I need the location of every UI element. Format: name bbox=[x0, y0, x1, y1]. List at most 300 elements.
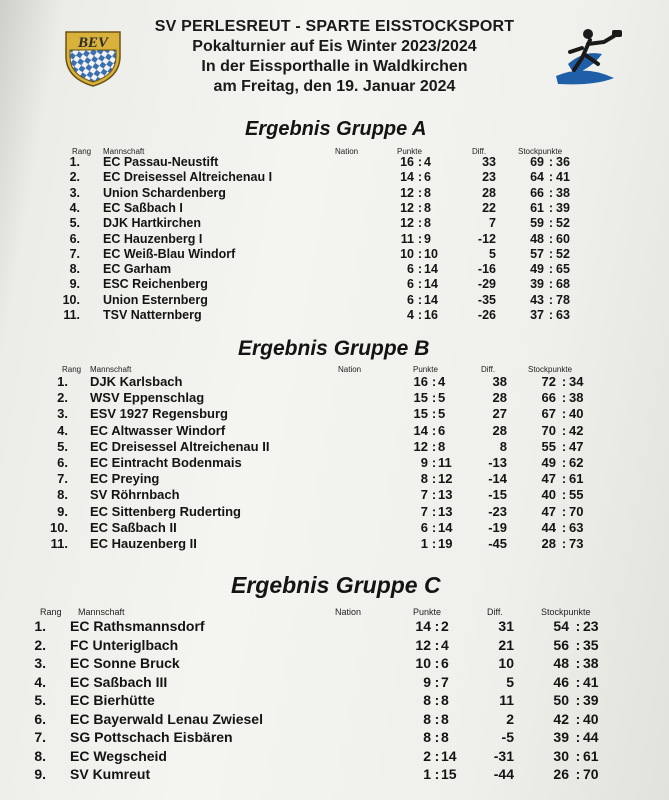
column-header-diff: Diff. bbox=[472, 147, 487, 156]
difference-cell: 33 bbox=[482, 155, 496, 169]
column-header-punkte: Punkte bbox=[413, 365, 438, 374]
stockpoints-separator: : bbox=[561, 390, 567, 406]
stockpoints-for-cell: 66 bbox=[541, 390, 556, 406]
svg-text:BEV: BEV bbox=[77, 35, 109, 51]
group-title: Ergebnis Gruppe B bbox=[238, 337, 430, 360]
stockpoints-separator: : bbox=[575, 655, 581, 671]
points-against-cell: 14 bbox=[441, 747, 457, 764]
stockpoints-against-cell: 78 bbox=[556, 292, 570, 307]
table-row bbox=[0, 471, 669, 487]
stockpoints-against-cell: 52 bbox=[556, 216, 570, 231]
stockpoints-for-cell: 55 bbox=[541, 438, 556, 454]
stockpoints-for-cell: 49 bbox=[541, 455, 556, 470]
table-row bbox=[0, 423, 669, 439]
table-row bbox=[0, 637, 669, 653]
stockpoints-separator: : bbox=[561, 438, 567, 454]
difference-cell: 28 bbox=[492, 390, 507, 406]
stockpoints-separator: : bbox=[575, 766, 581, 782]
team-name-cell: WSV Eppenschlag bbox=[90, 390, 205, 406]
stockpoints-for-cell: 37 bbox=[530, 308, 544, 322]
club-title: SV PERLESREUT - SPARTE EISSTOCKSPORT bbox=[154, 18, 515, 35]
points-separator: : bbox=[417, 246, 423, 261]
rank-cell: 5. bbox=[57, 438, 68, 454]
points-against-cell: 12 bbox=[438, 471, 453, 487]
stockpoints-against-cell: 63 bbox=[569, 519, 584, 535]
rank-cell: 8. bbox=[57, 487, 68, 503]
points-against-cell: 10 bbox=[424, 246, 438, 261]
rank-cell: 2. bbox=[69, 170, 80, 185]
table-row bbox=[0, 406, 669, 422]
points-separator: : bbox=[431, 487, 437, 503]
table-row bbox=[0, 711, 669, 727]
points-against-cell: 14 bbox=[424, 277, 438, 292]
difference-cell: 10 bbox=[498, 655, 514, 671]
difference-cell: 7 bbox=[489, 216, 496, 231]
table-row bbox=[0, 692, 669, 708]
stockpoints-for-cell: 64 bbox=[530, 170, 544, 185]
column-header-punkte: Punkte bbox=[413, 607, 442, 617]
column-header-diff: Diff. bbox=[481, 365, 496, 374]
points-separator: : bbox=[431, 422, 437, 438]
stockpoints-separator: : bbox=[561, 455, 567, 470]
stockpoints-separator: : bbox=[548, 170, 554, 185]
points-separator: : bbox=[434, 710, 440, 727]
stockpoints-against-cell: 23 bbox=[583, 618, 599, 634]
rank-cell: 10. bbox=[50, 519, 69, 535]
difference-cell: -15 bbox=[488, 487, 507, 503]
points-separator: : bbox=[417, 216, 423, 231]
table-row bbox=[0, 536, 669, 552]
stockpoints-separator: : bbox=[575, 692, 581, 708]
stockpoints-against-cell: 39 bbox=[556, 200, 570, 215]
team-name-cell: SV Kumreut bbox=[70, 766, 151, 782]
points-separator: : bbox=[431, 503, 437, 519]
stockpoints-for-cell: 50 bbox=[553, 692, 569, 708]
table-row bbox=[0, 766, 669, 782]
stockpoints-for-cell: 57 bbox=[530, 246, 544, 261]
rank-cell: 9. bbox=[34, 766, 46, 782]
difference-cell: 11 bbox=[499, 692, 514, 708]
table-row bbox=[0, 390, 669, 406]
rank-cell: 3. bbox=[57, 406, 68, 422]
column-header-nation: Nation bbox=[335, 147, 359, 156]
points-against-cell: 9 bbox=[424, 231, 431, 246]
rank-cell: 1. bbox=[69, 155, 80, 169]
column-header-rang: Rang bbox=[40, 607, 62, 617]
points-for-cell: 16 bbox=[400, 155, 414, 169]
difference-cell: -14 bbox=[488, 471, 507, 487]
stockpoints-separator: : bbox=[561, 519, 567, 535]
table-row bbox=[0, 729, 669, 745]
points-against-cell: 2 bbox=[441, 618, 449, 634]
points-against-cell: 8 bbox=[441, 692, 449, 708]
points-against-cell: 14 bbox=[424, 292, 438, 307]
points-for-cell: 1 bbox=[423, 766, 431, 782]
stockpoints-separator: : bbox=[561, 503, 567, 519]
table-row bbox=[0, 618, 669, 634]
team-name-cell: EC Hauzenberg I bbox=[103, 231, 203, 246]
group-title: Ergebnis Gruppe C bbox=[231, 572, 441, 598]
difference-cell: -29 bbox=[477, 277, 496, 292]
points-separator: : bbox=[417, 185, 423, 200]
points-for-cell: 12 bbox=[400, 185, 414, 200]
team-name-cell: Union Schardenberg bbox=[103, 185, 226, 200]
team-name-cell: EC Saßbach II bbox=[90, 519, 177, 535]
team-name-cell: ESV 1927 Regensburg bbox=[90, 406, 228, 422]
stockpoints-separator: : bbox=[575, 673, 581, 690]
stockpoints-against-cell: 41 bbox=[583, 673, 599, 690]
rank-cell: 2. bbox=[34, 636, 46, 653]
stockpoints-for-cell: 44 bbox=[541, 519, 556, 535]
difference-cell: 28 bbox=[482, 185, 496, 200]
team-name-cell: EC Dreisessel Altreichenau I bbox=[103, 170, 273, 185]
stockpoints-against-cell: 73 bbox=[569, 536, 584, 551]
column-header-stockpunkte: Stockpunkte bbox=[518, 147, 563, 156]
points-separator: : bbox=[417, 292, 423, 307]
rank-cell: 11. bbox=[50, 536, 68, 551]
column-header-punkte: Punkte bbox=[397, 147, 422, 156]
points-for-cell: 12 bbox=[400, 200, 414, 215]
team-name-cell: ESC Reichenberg bbox=[103, 277, 208, 292]
points-against-cell: 8 bbox=[441, 729, 449, 745]
rank-cell: 1. bbox=[34, 618, 46, 634]
stockpoints-separator: : bbox=[561, 374, 567, 389]
points-against-cell: 4 bbox=[441, 636, 449, 653]
rank-cell: 7. bbox=[69, 246, 80, 261]
stockpoints-for-cell: 42 bbox=[553, 710, 569, 727]
points-for-cell: 2 bbox=[423, 747, 431, 764]
points-separator: : bbox=[431, 455, 437, 470]
team-name-cell: Union Esternberg bbox=[103, 292, 208, 307]
stockpoints-against-cell: 40 bbox=[569, 406, 584, 422]
stockpoints-for-cell: 40 bbox=[541, 487, 556, 503]
points-against-cell: 8 bbox=[424, 185, 431, 200]
points-for-cell: 7 bbox=[420, 487, 428, 503]
stockpoints-against-cell: 42 bbox=[569, 422, 584, 438]
venue-line: In der Eissporthalle in Waldkirchen bbox=[201, 58, 468, 75]
points-separator: : bbox=[417, 200, 423, 215]
rank-cell: 6. bbox=[34, 710, 46, 727]
points-for-cell: 8 bbox=[420, 471, 428, 487]
stockpoints-for-cell: 28 bbox=[541, 536, 556, 551]
points-against-cell: 5 bbox=[438, 390, 446, 406]
table-row bbox=[0, 247, 669, 263]
stockpoints-against-cell: 61 bbox=[569, 471, 584, 487]
rank-cell: 11. bbox=[63, 308, 80, 322]
stockpoints-separator: : bbox=[548, 231, 554, 246]
table-row bbox=[0, 170, 669, 186]
difference-cell: -19 bbox=[488, 519, 507, 535]
points-against-cell: 6 bbox=[424, 170, 431, 185]
team-name-cell: EC Weiß-Blau Windorf bbox=[103, 246, 236, 261]
table-row bbox=[0, 155, 669, 171]
team-name-cell: EC Preying bbox=[90, 471, 160, 487]
table-row bbox=[0, 455, 669, 471]
points-for-cell: 6 bbox=[407, 292, 414, 307]
difference-cell: -16 bbox=[477, 262, 496, 277]
points-for-cell: 12 bbox=[400, 216, 414, 231]
points-for-cell: 12 bbox=[413, 438, 428, 454]
stockpoints-against-cell: 47 bbox=[569, 438, 584, 454]
rank-cell: 5. bbox=[69, 216, 80, 231]
stockpoints-separator: : bbox=[548, 262, 554, 277]
stockpoints-separator: : bbox=[548, 155, 554, 169]
rank-cell: 7. bbox=[34, 729, 46, 745]
stockpoints-against-cell: 38 bbox=[569, 390, 584, 406]
table-row bbox=[0, 186, 669, 202]
table-row bbox=[0, 216, 669, 232]
stockpoints-separator: : bbox=[561, 487, 567, 503]
points-separator: : bbox=[417, 170, 423, 185]
stockpoints-against-cell: 62 bbox=[569, 455, 584, 470]
column-header-mannschaft: Mannschaft bbox=[78, 607, 125, 617]
points-separator: : bbox=[431, 406, 437, 422]
points-separator: : bbox=[431, 438, 437, 454]
points-against-cell: 14 bbox=[438, 519, 453, 535]
team-name-cell: EC Bierhütte bbox=[70, 692, 155, 708]
table-row bbox=[0, 201, 669, 217]
stockpoints-for-cell: 67 bbox=[541, 406, 556, 422]
tournament-title: Pokalturnier auf Eis Winter 2023/2024 bbox=[192, 38, 477, 55]
team-name-cell: EC Sonne Bruck bbox=[70, 655, 180, 671]
points-against-cell: 13 bbox=[438, 503, 453, 519]
table-row bbox=[0, 655, 669, 671]
points-separator: : bbox=[434, 655, 440, 671]
points-for-cell: 7 bbox=[420, 503, 428, 519]
rank-cell: 6. bbox=[57, 455, 68, 470]
team-name-cell: EC Bayerwald Lenau Zwiesel bbox=[70, 710, 263, 727]
points-for-cell: 8 bbox=[423, 729, 431, 745]
difference-cell: 31 bbox=[498, 618, 514, 634]
table-row bbox=[0, 308, 669, 324]
column-header-stockpunkte: Stockpunkte bbox=[541, 607, 591, 617]
points-for-cell: 6 bbox=[420, 519, 428, 535]
stockpoints-for-cell: 48 bbox=[530, 231, 544, 246]
table-row bbox=[0, 674, 669, 690]
points-for-cell: 14 bbox=[400, 170, 414, 185]
points-for-cell: 9 bbox=[423, 673, 431, 690]
stockpoints-separator: : bbox=[575, 618, 581, 634]
stockpoints-for-cell: 39 bbox=[530, 277, 544, 292]
points-against-cell: 14 bbox=[424, 262, 438, 277]
points-separator: : bbox=[417, 277, 423, 292]
team-name-cell: EC Rathsmannsdorf bbox=[70, 618, 205, 634]
stockpoints-against-cell: 63 bbox=[556, 308, 570, 322]
column-header-nation: Nation bbox=[338, 365, 362, 374]
points-for-cell: 14 bbox=[413, 422, 428, 438]
points-against-cell: 6 bbox=[441, 655, 449, 671]
table-row bbox=[0, 374, 669, 390]
rank-cell: 6. bbox=[69, 231, 80, 246]
points-separator: : bbox=[417, 155, 423, 169]
points-for-cell: 10 bbox=[400, 246, 414, 261]
points-for-cell: 1 bbox=[420, 536, 428, 551]
points-separator: : bbox=[434, 673, 440, 690]
tournament-header bbox=[0, 18, 669, 96]
team-name-cell: EC Passau-Neustift bbox=[103, 155, 219, 169]
rank-cell: 7. bbox=[57, 471, 68, 487]
stockpoints-against-cell: 38 bbox=[583, 655, 599, 671]
stockpoints-for-cell: 39 bbox=[553, 729, 569, 745]
difference-cell: -26 bbox=[477, 308, 496, 322]
difference-cell: 28 bbox=[492, 422, 507, 438]
stockpoints-for-cell: 49 bbox=[530, 262, 544, 277]
difference-cell: 22 bbox=[482, 200, 496, 215]
points-against-cell: 19 bbox=[438, 536, 453, 551]
rank-cell: 5. bbox=[34, 692, 46, 708]
points-for-cell: 15 bbox=[413, 390, 428, 406]
stockpoints-for-cell: 72 bbox=[541, 374, 556, 389]
points-separator: : bbox=[434, 692, 440, 708]
rank-cell: 3. bbox=[34, 655, 46, 671]
stockpoints-against-cell: 39 bbox=[583, 692, 599, 708]
team-name-cell: EC Saßbach III bbox=[70, 673, 168, 690]
stockpoints-against-cell: 38 bbox=[556, 185, 570, 200]
stockpoints-against-cell: 68 bbox=[556, 277, 570, 292]
column-header-rang: Rang bbox=[72, 147, 92, 156]
table-row bbox=[0, 520, 669, 536]
team-name-cell: EC Saßbach I bbox=[103, 200, 183, 215]
stockpoints-against-cell: 70 bbox=[569, 503, 584, 519]
team-name-cell: EC Dreisessel Altreichenau II bbox=[90, 438, 270, 454]
column-header-mannschaft: Mannschaft bbox=[103, 147, 145, 156]
stockpoints-for-cell: 43 bbox=[530, 292, 544, 307]
stockpoints-separator: : bbox=[561, 406, 567, 422]
table-row bbox=[0, 277, 669, 293]
points-against-cell: 8 bbox=[441, 710, 449, 727]
points-separator: : bbox=[417, 231, 423, 246]
difference-cell: 8 bbox=[499, 438, 507, 454]
points-separator: : bbox=[431, 519, 437, 535]
stockpoints-against-cell: 61 bbox=[583, 747, 599, 764]
table-row bbox=[0, 262, 669, 278]
rank-cell: 10. bbox=[62, 292, 80, 307]
team-name-cell: TSV Natternberg bbox=[103, 308, 202, 322]
column-header-nation: Nation bbox=[335, 607, 362, 617]
rank-cell: 3. bbox=[69, 185, 80, 200]
points-against-cell: 8 bbox=[424, 216, 431, 231]
team-name-cell: SG Pottschach Eisbären bbox=[70, 729, 233, 745]
stockpoints-for-cell: 66 bbox=[530, 185, 544, 200]
group-title: Ergebnis Gruppe A bbox=[245, 118, 427, 140]
stockpoints-separator: : bbox=[561, 536, 567, 551]
team-name-cell: EC Hauzenberg II bbox=[90, 536, 197, 551]
rank-cell: 2. bbox=[57, 390, 68, 406]
stockpoints-for-cell: 30 bbox=[553, 747, 569, 764]
rank-cell: 1. bbox=[57, 374, 68, 389]
difference-cell: -44 bbox=[493, 766, 514, 782]
points-separator: : bbox=[434, 618, 440, 634]
stockpoints-separator: : bbox=[548, 246, 554, 261]
table-row bbox=[0, 439, 669, 455]
difference-cell: -13 bbox=[488, 455, 507, 470]
difference-cell: -23 bbox=[488, 503, 507, 519]
stockpoints-separator: : bbox=[548, 277, 554, 292]
points-against-cell: 15 bbox=[441, 766, 457, 782]
stockpoints-for-cell: 59 bbox=[530, 216, 544, 231]
points-separator: : bbox=[431, 471, 437, 487]
difference-cell: 27 bbox=[492, 406, 507, 422]
rank-cell: 8. bbox=[34, 747, 46, 764]
points-separator: : bbox=[434, 729, 440, 745]
stockpoints-separator: : bbox=[548, 185, 554, 200]
points-against-cell: 5 bbox=[438, 406, 446, 422]
stockpoints-separator: : bbox=[548, 216, 554, 231]
column-header-rang: Rang bbox=[62, 365, 82, 374]
stockpoints-separator: : bbox=[575, 710, 581, 727]
points-for-cell: 6 bbox=[407, 277, 414, 292]
points-separator: : bbox=[431, 536, 437, 551]
points-separator: : bbox=[431, 374, 437, 389]
team-name-cell: EC Wegscheid bbox=[70, 747, 167, 764]
difference-cell: 21 bbox=[498, 636, 514, 653]
stockpoints-for-cell: 61 bbox=[530, 200, 544, 215]
difference-cell: -5 bbox=[501, 729, 514, 745]
stockpoints-separator: : bbox=[548, 292, 554, 307]
points-for-cell: 9 bbox=[420, 455, 428, 470]
table-row bbox=[0, 487, 669, 503]
points-separator: : bbox=[417, 308, 423, 322]
stockpoints-separator: : bbox=[561, 422, 567, 438]
points-against-cell: 13 bbox=[438, 487, 453, 503]
points-for-cell: 6 bbox=[407, 262, 414, 277]
points-for-cell: 4 bbox=[407, 308, 414, 322]
points-separator: : bbox=[434, 766, 440, 782]
stockpoints-separator: : bbox=[561, 471, 567, 487]
table-row bbox=[0, 232, 669, 248]
points-for-cell: 14 bbox=[415, 618, 431, 634]
points-against-cell: 8 bbox=[438, 438, 446, 454]
stockpoints-against-cell: 60 bbox=[556, 231, 570, 246]
points-against-cell: 16 bbox=[424, 308, 438, 322]
team-name-cell: DJK Hartkirchen bbox=[103, 216, 201, 231]
points-for-cell: 15 bbox=[413, 406, 428, 422]
points-for-cell: 10 bbox=[415, 655, 431, 671]
stockpoints-against-cell: 70 bbox=[583, 766, 599, 782]
rank-cell: 9. bbox=[57, 503, 68, 519]
difference-cell: -45 bbox=[488, 536, 507, 551]
stockpoints-for-cell: 48 bbox=[553, 655, 569, 671]
points-for-cell: 16 bbox=[413, 374, 428, 389]
rank-cell: 4. bbox=[34, 673, 46, 690]
table-row bbox=[0, 748, 669, 764]
stockpoints-separator: : bbox=[575, 747, 581, 764]
rank-cell: 9. bbox=[69, 277, 80, 292]
stockpoints-for-cell: 70 bbox=[541, 422, 556, 438]
team-name-cell: FC Unteriglbach bbox=[70, 636, 179, 653]
points-separator: : bbox=[431, 390, 437, 406]
stockpoints-against-cell: 41 bbox=[556, 170, 570, 185]
difference-cell: -12 bbox=[477, 231, 496, 246]
stockpoints-against-cell: 34 bbox=[569, 374, 584, 389]
points-against-cell: 4 bbox=[438, 374, 446, 389]
stockpoints-separator: : bbox=[575, 636, 581, 653]
difference-cell: 5 bbox=[506, 673, 514, 690]
points-separator: : bbox=[434, 747, 440, 764]
points-against-cell: 6 bbox=[438, 422, 446, 438]
points-against-cell: 11 bbox=[438, 455, 452, 470]
difference-cell: 23 bbox=[482, 170, 496, 185]
points-for-cell: 11 bbox=[400, 231, 414, 246]
column-header-mannschaft: Mannschaft bbox=[90, 365, 132, 374]
points-against-cell: 4 bbox=[424, 155, 431, 169]
stockpoints-against-cell: 52 bbox=[556, 246, 570, 261]
table-row bbox=[0, 504, 669, 520]
points-against-cell: 8 bbox=[424, 200, 431, 215]
difference-cell: -35 bbox=[477, 292, 496, 307]
team-name-cell: EC Altwasser Windorf bbox=[90, 422, 226, 438]
points-against-cell: 7 bbox=[441, 673, 449, 690]
